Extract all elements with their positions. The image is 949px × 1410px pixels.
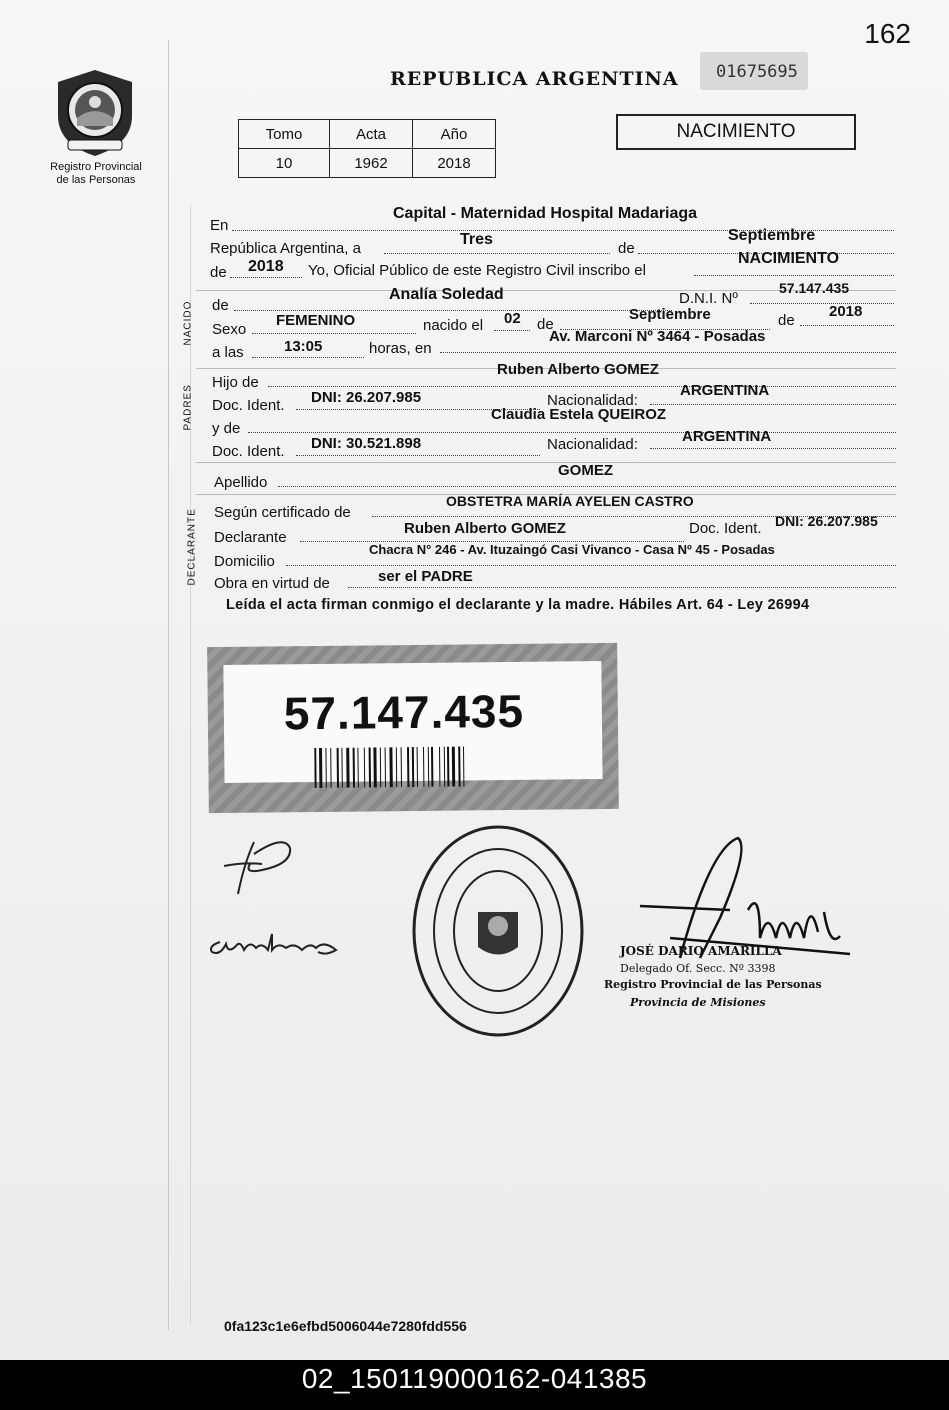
dotted-line <box>384 253 610 254</box>
registry-table <box>238 119 496 178</box>
page-number: 162 <box>864 18 911 49</box>
value-obra: ser el PADRE <box>378 568 473 585</box>
value-dni: 57.147.435 <box>779 280 850 296</box>
barcode-bar <box>428 747 429 787</box>
section-nacido: NACIDO <box>182 300 194 346</box>
barcode-bar <box>401 747 402 787</box>
value-anio: 2018 <box>413 149 496 178</box>
label-nac-madre: Nacionalidad: <box>547 436 638 453</box>
value-declarante: Ruben Alberto GOMEZ <box>404 520 566 537</box>
header-anio: Año <box>413 120 496 149</box>
value-sexo: FEMENINO <box>276 312 356 329</box>
barcode-bar <box>357 748 358 788</box>
act-type-box: NACIMIENTO <box>616 114 856 150</box>
barcode-bar <box>385 747 386 787</box>
logo-caption-line1: Registro Provincial <box>50 161 142 173</box>
value-madre-doc: DNI: 30.521.898 <box>311 435 422 452</box>
barcode-bar <box>412 747 414 787</box>
registry-value-row <box>239 149 496 178</box>
value-madre: Claudia Estela QUEIROZ <box>491 406 667 423</box>
closing-statement: Leída el acta firman conmigo el declarante y la madre. Hábiles Art. 64 - Ley 26994 <box>226 597 810 613</box>
value-anio: 2018 <box>248 258 284 275</box>
value-nac-mes: Septiembre <box>629 306 711 323</box>
dotted-line <box>286 565 896 566</box>
label-nacido-el: nacido el <box>423 317 484 334</box>
value-domicilio: Chacra N° 246 - Av. Ituzaingó Casi Vivanco - Casa Nº 45 - Posadas <box>369 542 775 557</box>
barcode-bar <box>346 748 349 788</box>
barcode <box>314 746 534 788</box>
label-de-anio: de <box>210 264 227 281</box>
value-padre-doc: DNI: 26.207.985 <box>311 389 422 406</box>
dotted-line <box>348 587 896 588</box>
dni-sticker-inner <box>223 661 602 783</box>
label-de-nombre: de <box>212 297 229 314</box>
barcode-bar <box>439 747 440 787</box>
barcode-bar <box>337 748 339 788</box>
dotted-line <box>296 455 540 456</box>
label-domicilio: Domicilio <box>214 553 275 570</box>
barcode-bar <box>330 748 331 788</box>
inner-margin-line <box>190 205 191 1325</box>
label-de2: de <box>778 312 795 329</box>
value-madre-nac: ARGENTINA <box>682 428 772 445</box>
label-yo: Yo, Oficial Público de este Registro Civil inscribo el <box>308 262 646 279</box>
header-acta: Acta <box>330 120 413 149</box>
label-republica: República Argentina, a <box>210 240 361 257</box>
dotted-line <box>750 303 894 304</box>
value-tipo: NACIMIENTO <box>738 250 840 267</box>
barcode-bar <box>380 747 381 787</box>
barcode-bar <box>373 747 376 787</box>
margin-line <box>168 40 169 1330</box>
label-hijo-de: Hijo de <box>212 374 259 391</box>
section-declarante: DECLARANTE <box>186 508 198 586</box>
label-dni: D.N.I. Nº <box>679 290 738 307</box>
barcode-bar <box>319 748 322 788</box>
label-segun: Según certificado de <box>214 504 351 521</box>
dni-sticker <box>207 643 619 813</box>
barcode-bar <box>458 747 460 787</box>
barcode-bar <box>447 747 449 787</box>
dotted-line <box>800 325 894 326</box>
label-horas-en: horas, en <box>369 340 432 357</box>
value-padre: Ruben Alberto GOMEZ <box>497 361 659 378</box>
value-nombre: Analía Soledad <box>389 286 504 303</box>
label-y-de: y de <box>212 420 241 437</box>
label-de1: de <box>537 316 554 333</box>
dotted-line <box>268 386 896 387</box>
official-name: JOSÉ DARIO AMARILLA <box>620 944 782 958</box>
section-divider <box>196 462 896 463</box>
value-apellido: GOMEZ <box>558 462 613 479</box>
barcode-bar <box>452 747 455 787</box>
label-declarante: Declarante <box>214 529 287 546</box>
value-lugar-nac: Av. Marconi Nº 3464 - Posadas <box>549 328 766 345</box>
dotted-line <box>650 404 896 405</box>
declarant-signature <box>214 834 304 904</box>
label-doc-declarante: Doc. Ident. <box>689 520 762 537</box>
label-de-mes: de <box>618 240 635 257</box>
document-title: REPUBLICA ARGENTINA <box>390 68 679 90</box>
label-doc-madre: Doc. Ident. <box>212 443 285 460</box>
official-stamp <box>410 822 586 1040</box>
dotted-line <box>252 333 416 334</box>
value-acta: 1962 <box>330 149 413 178</box>
barcode-bar <box>314 748 316 788</box>
dni-sticker-number: 57.147.435 <box>283 684 525 740</box>
value-nac-anio: 2018 <box>829 303 863 320</box>
value-declarante-doc: DNI: 26.207.985 <box>775 513 878 529</box>
barcode-bar <box>423 747 424 787</box>
barcode-bar <box>353 748 355 788</box>
barcode-bar <box>417 747 418 787</box>
official-role: Delegado Of. Secc. Nº 3398 <box>620 962 776 975</box>
barcode-bar <box>407 747 409 787</box>
value-padre-nac: ARGENTINA <box>680 382 770 399</box>
logo-caption-line2: de las Personas <box>56 174 136 186</box>
value-dia: Tres <box>460 231 493 248</box>
dotted-line <box>234 310 672 311</box>
barcode-bar <box>369 747 371 787</box>
label-sexo: Sexo <box>212 321 247 338</box>
value-hora: 13:05 <box>284 338 323 355</box>
barcode-bar <box>389 747 392 787</box>
dotted-line <box>230 277 302 278</box>
official-org: Registro Provincial de las Personas <box>604 978 822 991</box>
barcode-bar <box>325 748 326 788</box>
label-obra: Obra en virtud de <box>214 575 330 592</box>
barcode-bar <box>444 747 445 787</box>
mother-signature <box>206 920 346 960</box>
barcode-bar <box>431 747 433 787</box>
dotted-line <box>494 330 530 331</box>
label-a-las: a las <box>212 344 244 361</box>
dotted-line <box>278 486 896 487</box>
provincial-registry-logo <box>52 66 138 158</box>
dotted-line <box>440 352 896 353</box>
label-en: En <box>210 217 229 234</box>
dotted-line <box>252 357 364 358</box>
barcode-bar <box>341 748 342 788</box>
document-hash: 0fa123c1e6efbd5006044e7280fdd556 <box>224 1318 467 1334</box>
label-apellido: Apellido <box>214 474 268 491</box>
dotted-line <box>650 448 896 449</box>
footer-id: 02_150119000162-041385 <box>301 1363 648 1394</box>
label-nac-padre: Nacionalidad: <box>547 392 638 409</box>
registry-header-row <box>239 120 496 149</box>
logo-caption <box>40 161 152 187</box>
barcode-bar <box>396 747 397 787</box>
value-mes: Septiembre <box>728 227 816 244</box>
dotted-line <box>694 275 894 276</box>
label-doc-padre: Doc. Ident. <box>212 397 285 414</box>
section-padres: PADRES <box>182 384 194 431</box>
header-tomo: Tomo <box>239 120 330 149</box>
official-province: Provincia de Misiones <box>630 996 766 1009</box>
dotted-line <box>248 432 896 433</box>
value-nac-dia: 02 <box>504 310 521 327</box>
barcode-bar <box>364 748 365 788</box>
value-lugar: Capital - Maternidad Hospital Madariaga <box>393 205 698 222</box>
value-certificado: OBSTETRA MARÍA AYELEN CASTRO <box>446 493 694 509</box>
barcode-bar <box>463 746 464 786</box>
serial-number: 01675695 <box>716 62 798 82</box>
value-tomo: 10 <box>239 149 330 178</box>
